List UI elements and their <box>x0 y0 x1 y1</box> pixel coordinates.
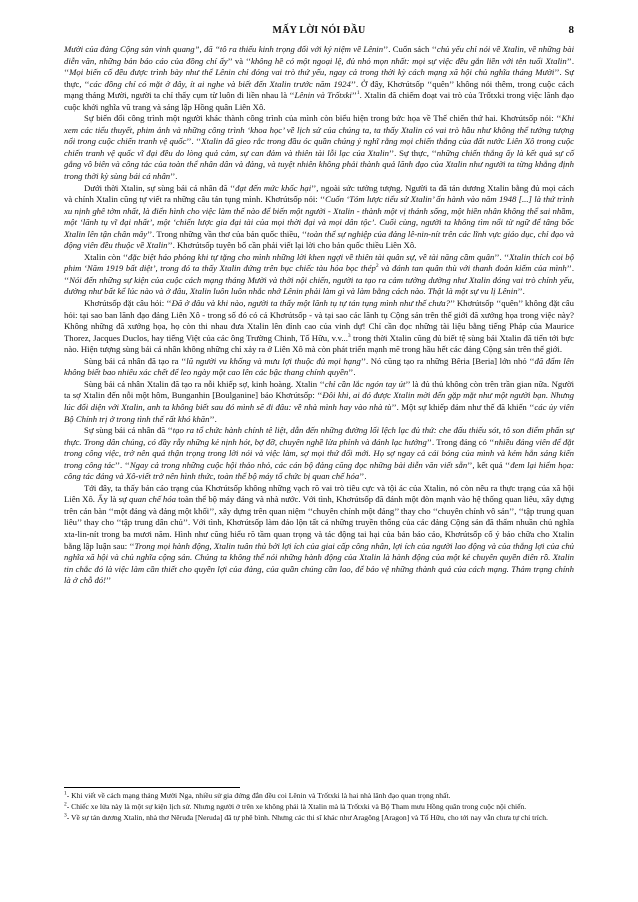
text-run: toàn thể bộ máy đảng và nhà nước. Với tình, Khơrútsốp đã đánh một đòn mạnh vào hệ thống quan liêu, xây dựng trên cán bàn ‘‘một đảng và đảng một khối’’, xây dựng trên quan niệm ‘‘chuyên chính một đảng’’ thay cho ‘‘chuyên chính vô sản’’, ‘‘tập trung quan liêu’’ thay cho ‘‘tập trung dân chủ’’. Với tình, Khơrútsốp làm đảo lộn tất cả những truyền thống của các đảng Cộng sản đã thấm nhuần chủ nghĩa xta-lin-nít trong ba mươi năm. Hình như cũng hiểu rõ tầm quan trọng và tác động tai hại của bản báo cáo, Khơrútsốp cố ý báo chữa cho Xtalin bằng lập luận sau: ‘‘ <box>64 494 574 551</box>
italic-quote: đem lại hiểm họa: công tác đảng và Xô-viết trở nên hình thức, toàn thể bộ máy tổ chức bị quan chế hóa <box>64 459 575 482</box>
italic-quote: Lênin và Trốtxki <box>294 90 352 101</box>
italic-quote: các đồng chí có mặt ở đây, ít ai nghe và biết đến Xtalin trước năm 1924 <box>89 78 351 89</box>
text-run: ’’. <box>359 471 367 482</box>
italic-quote: Cuốn ‘Tóm lược tiểu sử Xtalin’ ấn hành vào năm 1948 [...] là thứ trình xu nịnh ghê tởm nhất, là điển hình cho việc làm thế nào để biến một người - Xtalin - thành một vị thánh sống, một hiền nhân không thể sai nhầm, một ‘lãnh tụ vĩ đại nhất’, một ‘chiến lược gia đại tài của mọi thời đại và mọi dân tộc’. Cuối cùng, người ta không tìm nổi từ ngữ để tâng bốc Xtalin lên tận chân mây <box>64 194 574 239</box>
text-run: trong thời Xtalin cũng đủ biết tệ sùng bái Xtalin đã tiến tới bực nào. Hiện tượng sùng bái cá nhân không những chỉ xảy ra ở Liên Xô mà còn phát triển mạnh mẽ trong hầu hết các đảng Cộng sản trên thế giới. <box>64 332 574 355</box>
text-run: Xtalin còn ‘‘ <box>84 251 129 262</box>
text-run: ’’. ‘‘ <box>64 55 574 78</box>
text-run: ’’. <box>348 367 356 378</box>
italic-quote: lũ người vu khống và mưu lợi thuộc đủ mọi hạng <box>186 355 361 366</box>
text-run: ’’. Khơrútsốp tuyên bố cần phải viết lại lời cho bản quốc thiều Liên Xô. <box>167 240 417 251</box>
italic-quote: chỉ cần lắc ngón tay út <box>324 378 406 389</box>
paragraph <box>64 425 574 483</box>
italic-quote: các ủy viên Bộ Chính trị ở trong tình thế rất khó khăn <box>64 401 574 424</box>
paragraph <box>64 356 574 379</box>
paragraph <box>64 252 574 298</box>
italic-quote: Mười của đảng Cộng sản vinh quang”, đã ‘‘ <box>64 44 220 54</box>
page-header <box>64 22 574 40</box>
italic-quote: đạt đến mức khốc hại <box>235 182 312 193</box>
text-run: Khơrútsốp đặt câu hỏi: ‘‘ <box>84 298 172 309</box>
italic-quote: chủ yếu chỉ nói về Xtalin, về những bài diễn văn, những bản báo cáo của đồng chí ấy <box>64 44 574 66</box>
text-run: ’’. <box>170 171 178 182</box>
italic-quote: tạo ra tổ chức hành chính tê liệt, dẫn đến những đường lối lệch lạc đủ thứ: che đấu thiếu sót, tô son điểm phấn sự thực. Trong dân chúng, có đầy rẫy những kẻ nịnh hót, bợ đỡ, chuyên nghề lừa phỉnh và đánh lạc hướng <box>64 425 574 447</box>
text-run: ’’, ngoài sức tưởng tượng. Người ta đã tán dương Xtalin bằng đủ mọi cách và chính Xtalin cũng tự viết ra những câu tán tụng mình. Khơrútsốp nói: ‘‘ <box>64 182 574 205</box>
text-run: ’’ và ‘‘ <box>227 55 251 66</box>
text-run: ’’. Sự thực, ‘‘ <box>389 147 437 158</box>
text-run: ’’ là đủ thủ không còn trên trần gian nữa. Người ta sợ Xtalin đến nỗi một hôm, Bunganhin [Boulganine] bảo Khơrútsốp: ‘‘ <box>64 378 574 401</box>
footnote-number: 3 <box>64 812 67 819</box>
italic-quote: những chiến thắng ấy là kết quả sự cố gắng vô biên và công tác của toàn thể nhân dân và đảng, và tuyệt nhiên không phải thành quả lãnh đạo của Xtalin như người ta từng khẳng định trong thời kỳ sùng bái cá nhân <box>64 147 574 182</box>
italic-quote: nhiều đảng viên để đặt trong công việc, trở nên quá thận trọng trong lời nói và việc làm, sợ mọi thứ đổi mới. Họ sợ ngay cả cái bóng của mình và kém hẳn sáng kiến trong công tác <box>64 436 574 470</box>
text-run: ’’. ‘‘ <box>114 459 130 470</box>
text-run: ’’. Ở đây, Khơrútsốp ‘‘quên’’ không nói thêm, trong cuộc cách mạng tháng Mười, người ta chỉ thấy cụm từ luôn đi liền nhau là ‘‘ <box>64 78 574 101</box>
footnote <box>64 802 574 812</box>
italic-quote: Nói đến những sự kiện của cuộc cách mạng tháng Mười và thời nội chiến, người ta tạo ra cảm tưởng dường như Xtalin đóng vai trò chính yếu, dường như bất kể lúc nào và ở đâu, Xtalin luôn luôn nhắc nhở Lênin phải làm gì và làm bằng cách nào. Thật là một sự vu lị Lênin <box>64 274 574 297</box>
text-run: ’’. <box>209 413 217 424</box>
text-run: . Xtalin đã chiếm đoạt vai trò của Trốtxki trong việc lãnh đạo cuộc khởi nghĩa vũ trang và sáng lập Hồng quân Liên Xô. <box>64 90 574 112</box>
text-run: ’’ <box>351 90 357 101</box>
italic-quote: đặc biệt háo phỏng khi tự tặng cho mình những lời khen ngợi về thiên tài quân sự, về tài năng cầm quân <box>128 251 495 262</box>
footnote-number: 2 <box>64 801 67 808</box>
italic-quote: Ngay cả trong những cuộc hội thảo nhỏ, các cán bộ đảng cũng đọc những bài diễn văn viết sẵn <box>129 459 468 470</box>
paragraph <box>64 113 574 182</box>
text-run: Tới đây, ta thấy bản cáo trạng của Khơrútsốp không những vạch rõ vai trò tiêu cực và tội ác của Xtalin, nó còn nêu ra thực trạng của xã hội Liên Xô. Ấy là sự <box>64 482 574 505</box>
italic-quote: Xtalin đã gieo rắc trong đầu óc quần chúng ý nghĩ rằng mọi chiến thắng của đất nước Liên Xô trong cuộc chiến tranh vệ quốc vĩ đại đều do lòng quả cảm, sự can đảm và thiên tài lỗi lạc của Xtalin <box>64 136 574 158</box>
italic-quote: Trong mọi hành động, Xtalin tuân thủ bởi lợi ích của giai cấp công nhân, lợi ích của người lao động và của thắng lợi của chủ nghĩa xã hội và chủ nghĩa cộng sản. Chúng ta không thể nói những hành động của Xtalin là hành động của một kẻ chuyên quyền điên rồ. Xtalin tin chắc đó là việc làm cần thiết cho quyền lợi của đảng, của quần chúng cần lao, để bảo vệ những thành quả của cách mạng. Thảm trạng chính là ở chỗ đó! <box>64 540 575 586</box>
text-run: Dưới thời Xtalin, sự sùng bái cá nhân đã ‘‘ <box>84 182 236 193</box>
text-run: ’’. ‘‘ <box>64 263 575 285</box>
italic-quote: và đánh tan quân thù với thanh đoản kiếm của mình <box>378 263 567 274</box>
italic-quote: quan chế hóa <box>128 494 176 505</box>
text-run: ’’. Cuốn sách ‘‘ <box>383 44 437 54</box>
footnotes <box>64 791 574 825</box>
italic-quote: Đã ở đâu và khi nào, người ta thấy một lãnh tụ tự tán tụng mình như thế chưa? <box>171 298 450 309</box>
page-title: MẤY LỜI NÓI ĐẦU <box>272 25 366 36</box>
text-run: ’’. Sự thực, ‘‘ <box>64 67 574 89</box>
footnote-divider <box>64 787 240 788</box>
italic-quote: Xtalin thích coi bộ phim ‘Năm 1919 bất diệt’, trong đó ta thấy Xtalin đứng trên bục chiếc tàu hỏa bọc thép <box>64 251 574 274</box>
paragraph <box>64 483 574 587</box>
page-number: 8 <box>568 24 574 36</box>
text-run: Sùng bái cá nhân Xtalin đã tạo ra nỗi khiếp sợ, kinh hoàng. Xtalin ‘‘ <box>84 378 325 389</box>
paragraph <box>64 379 574 425</box>
italic-quote: toàn thể sự nghiệp của đảng lê-nin-nít trên các lĩnh vực giáo dục, chỉ đạo và động viên đều thuộc về Xtalin <box>64 228 574 251</box>
text-run: ’’. Trong những vần thơ của bản quốc thiều, ‘‘ <box>147 228 308 239</box>
footnote-number: 1 <box>64 790 67 797</box>
italic-quote: tô ra thiếu kinh trọng đối với ký niệm về Lênin <box>219 44 384 54</box>
text-run: ’’ Khơrútsốp ‘‘quên’’ không đặt câu hỏi: tại sao ban lãnh đạo đảng Liên Xô - trong số đó có cả Khơrútsốp - và tại sao các lãnh tụ Cộng sản trên thế giới đã xướng họa trong việc này? Không những đã xướng họa, họ còn thi nhau đưa Xtalin lên đỉnh cao của vinh dự! Chỉ cần đọc những tài liệu bằng tiếng Pháp của Maurice Thorez, Jacques Duclos, hay tiếng Việt của các ông Trường Chinh, Tố Hữu, v.v... <box>64 298 574 343</box>
italic-quote: Đôi khi, ai đó được Xtalin mời đến gặp mặt như một người bạn. Nhưng lúc đối diện với Xtalin, anh ta không biết sau đó mình sẽ đi đâu: về nhà mình hay vào nhà tù <box>64 390 575 412</box>
text-run: ’’. <box>517 286 525 297</box>
paragraph <box>64 44 574 113</box>
text-run: ’’, kết quả ‘‘ <box>467 459 511 470</box>
footnote-ref: 3 <box>347 332 351 339</box>
footnote <box>64 791 574 801</box>
italic-quote: đã đẩm lên không biết bao nhiêu xác chết để leo ngày một cao lên các bậc thang chính quyền <box>64 355 575 378</box>
footnote-text: - Khi viết về cách mạng tháng Mười Nga, nhiều sử gia đứng đắn đều coi Lênin và Trốtxki là hai nhà lãnh đạo quan trọng nhất. <box>66 791 451 800</box>
text-run: ’’. ‘‘ <box>494 251 510 262</box>
text-run: Sự sùng bái cá nhân đã ‘‘ <box>84 425 173 436</box>
italic-quote: không hề có một ngoại lệ, đủ nhỏ mọn nhất: mọi sự việc đều gắn liền với tên tuổi Xtalin <box>250 55 567 66</box>
footnote-ref: 1 <box>356 90 360 97</box>
text-run: ’’. ‘‘ <box>186 136 202 147</box>
text-run: ’’. Nó cũng tạo ra những Bêria [Beria] lớn nhỏ ‘‘ <box>360 355 535 366</box>
italic-quote: Khi xem các tiểu thuyết, phim ảnh và những công trình ‘khoa học’ về lịch sử của chúng ta, ta thấy Xtalin có vai trò hầu như không thể tưởng tượng nổi trong cuộc chiến tranh vệ quốc <box>64 113 574 147</box>
footnote-ref: 2 <box>375 263 379 270</box>
text-run: Sự biến đổi công trình một người khác thành công trình của mình còn biểu hiện trong bức họa về Thế chiến thứ hai. Khơrútsốp nói: ‘‘ <box>84 113 562 124</box>
text-run: ’’. Một sự khiếp đảm như thế đã khiến ‘‘ <box>391 401 535 412</box>
document-body <box>64 44 574 587</box>
footnote-text: - Chiếc xe lửa này là một sự kiện lịch sử. Nhưng người ở trên xe không phải là Xtalin mà là Trốtxki và Bộ Tham mưu Hồng quân trong cuộc nội chiến. <box>66 802 527 812</box>
text-run: Sùng bái cá nhân đã tạo ra ‘‘ <box>84 355 187 366</box>
footnote <box>64 813 574 823</box>
text-run: ’’ <box>106 575 112 586</box>
paragraph <box>64 298 574 356</box>
footnote-text: - Về sự tán dương Xtalin, nhà thơ Nêruđa [Neruda] đã tự phê bình. Nhưng các thi sĩ khác như Aragông [Aragon] và Tố Hữu, cho tới nay vẫn chưa tự chỉ trích. <box>66 813 548 823</box>
italic-quote: Mọi biến cố đều được trình bày như thể Lênin chỉ đóng vai trò thứ yếu, ngay cả trong thời kỳ cách mạng xã hội chủ nghĩa tháng Mười <box>69 67 555 78</box>
text-run: ’’. Trong đảng có ‘‘ <box>426 436 495 447</box>
document-page <box>64 22 574 587</box>
paragraph <box>64 183 574 252</box>
